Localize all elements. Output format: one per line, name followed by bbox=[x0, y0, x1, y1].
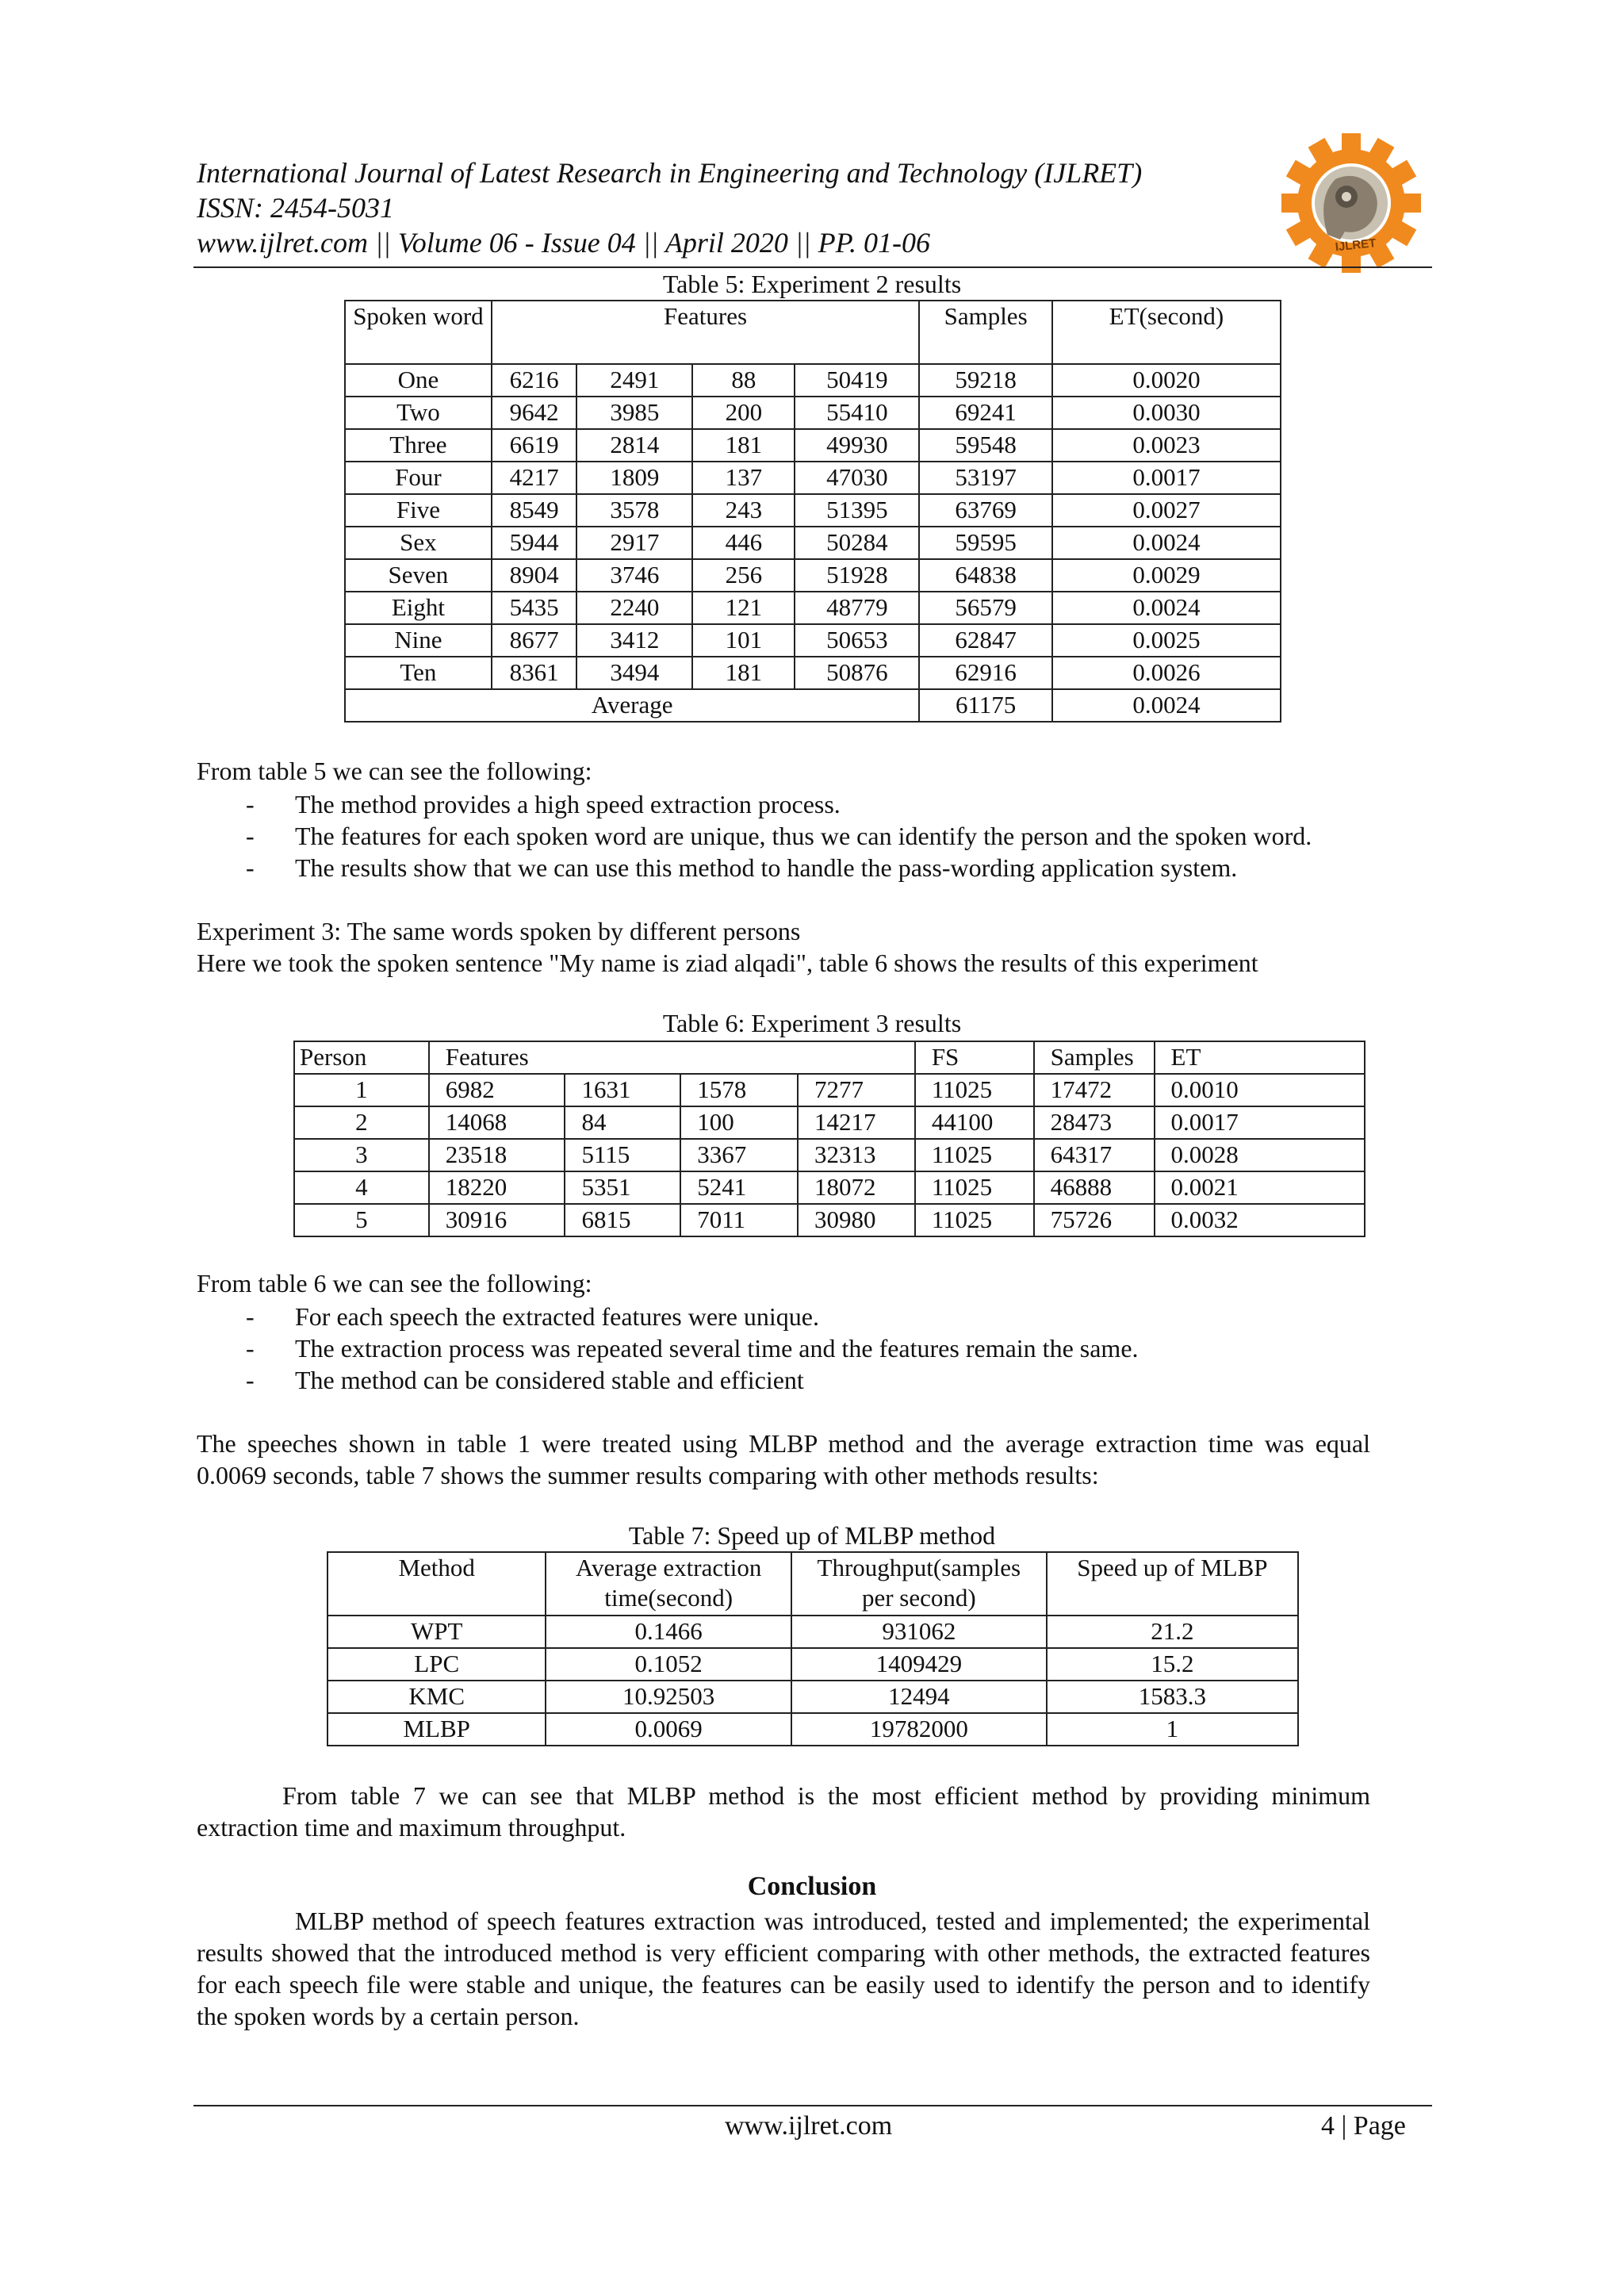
table5-cell: 3985 bbox=[576, 397, 692, 429]
table6-cell: 5 bbox=[294, 1204, 429, 1236]
table6-header-et: ET bbox=[1155, 1041, 1365, 1074]
table5-cell: 5944 bbox=[492, 527, 576, 559]
table7-cell: 0.1052 bbox=[546, 1648, 791, 1681]
table5-cell: 51928 bbox=[795, 559, 919, 592]
table6-cell: 1578 bbox=[680, 1074, 798, 1106]
table5-row bbox=[345, 592, 1281, 624]
header-rule bbox=[193, 266, 1432, 268]
table6-cell: 7011 bbox=[680, 1204, 798, 1236]
table5-average-samples: 61175 bbox=[919, 689, 1052, 722]
table5-cell: 0.0024 bbox=[1052, 592, 1281, 624]
journal-logo-icon bbox=[1280, 132, 1423, 274]
table5-cell: 0.0030 bbox=[1052, 397, 1281, 429]
table6-cell: 11025 bbox=[915, 1139, 1034, 1171]
table5-cell: Sex bbox=[345, 527, 492, 559]
conclusion-line: MLBP method of speech features extraction was introduced, tested and implemented; the experimental bbox=[295, 1907, 1370, 1935]
table5-cell: 62847 bbox=[919, 624, 1052, 657]
table6-cell: 0.0032 bbox=[1155, 1204, 1365, 1236]
table5-cell: 55410 bbox=[795, 397, 919, 429]
table5-header-samples: Samples bbox=[919, 301, 1052, 364]
table6-cell: 11025 bbox=[915, 1074, 1034, 1106]
table5-cell: 53197 bbox=[919, 462, 1052, 494]
table6-cell: 5115 bbox=[565, 1139, 680, 1171]
table7 bbox=[327, 1551, 1299, 1746]
table5-cell: 8361 bbox=[492, 657, 576, 689]
journal-title: International Journal of Latest Research in Engineering and Technology (IJLRET) bbox=[197, 157, 1143, 189]
table5-cell: 9642 bbox=[492, 397, 576, 429]
table5-cell: 1809 bbox=[576, 462, 692, 494]
conclusion-line: results showed that the introduced method is very efficient comparing with other methods, the extracted features bbox=[197, 1938, 1370, 1967]
table7-header-row bbox=[327, 1552, 1298, 1616]
table5-cell: 2917 bbox=[576, 527, 692, 559]
table6-cell: 1 bbox=[294, 1074, 429, 1106]
table6-cell: 84 bbox=[565, 1106, 680, 1139]
table6-cell: 6982 bbox=[429, 1074, 565, 1106]
table7-caption: Table 7: Speed up of MLBP method bbox=[628, 1521, 996, 1550]
table5-cell: 50653 bbox=[795, 624, 919, 657]
table6-cell: 18072 bbox=[798, 1171, 915, 1204]
table5-cell: Four bbox=[345, 462, 492, 494]
conclusion-line: for each speech file were stable and unique, the features can be easily used to identify the person and to identify bbox=[197, 1970, 1370, 1999]
table7-row bbox=[327, 1648, 1298, 1681]
table5-cell: 0.0020 bbox=[1052, 364, 1281, 397]
table5-cell: 47030 bbox=[795, 462, 919, 494]
table6-cell: 11025 bbox=[915, 1171, 1034, 1204]
table5-cell: 48779 bbox=[795, 592, 919, 624]
table7-cell: 0.0069 bbox=[546, 1713, 791, 1746]
para4-line2: extraction time and maximum throughput. bbox=[197, 1813, 626, 1842]
table7-cell: 1409429 bbox=[791, 1648, 1047, 1681]
table6-cell: 32313 bbox=[798, 1139, 915, 1171]
table7-cell: 12494 bbox=[791, 1681, 1047, 1713]
para4-line1: From table 7 we can see that MLBP method is the most efficient method by providing minimum bbox=[282, 1781, 1370, 1810]
table5-cell: 2491 bbox=[576, 364, 692, 397]
table7-row bbox=[327, 1616, 1298, 1648]
table6-row bbox=[294, 1204, 1365, 1236]
table5-cell: 8549 bbox=[492, 494, 576, 527]
table5-cell: 59595 bbox=[919, 527, 1052, 559]
table5-cell: Seven bbox=[345, 559, 492, 592]
table7-row bbox=[327, 1681, 1298, 1713]
table6-cell: 0.0021 bbox=[1155, 1171, 1365, 1204]
table6-cell: 14068 bbox=[429, 1106, 565, 1139]
footer-url: www.ijlret.com bbox=[725, 2111, 893, 2141]
table6-cell: 18220 bbox=[429, 1171, 565, 1204]
table7-cell: 1583.3 bbox=[1047, 1681, 1298, 1713]
table5-header-row bbox=[345, 301, 1281, 364]
table5-cell: 8677 bbox=[492, 624, 576, 657]
table5-header-word: Spoken word bbox=[345, 301, 492, 364]
table5-row bbox=[345, 462, 1281, 494]
table5-cell: 8904 bbox=[492, 559, 576, 592]
table6-row bbox=[294, 1074, 1365, 1106]
table5-cell: 3494 bbox=[576, 657, 692, 689]
table5-cell: 63769 bbox=[919, 494, 1052, 527]
conclusion-heading: Conclusion bbox=[747, 1872, 877, 1901]
table5-cell: 5435 bbox=[492, 592, 576, 624]
table5-cell: 88 bbox=[692, 364, 795, 397]
table5-average-label: Average bbox=[345, 689, 919, 722]
table5-row bbox=[345, 397, 1281, 429]
table5-cell: 0.0025 bbox=[1052, 624, 1281, 657]
table6-cell: 75726 bbox=[1034, 1204, 1155, 1236]
table5-cell: 2814 bbox=[576, 429, 692, 462]
table5-row bbox=[345, 494, 1281, 527]
table5-header-features: Features bbox=[492, 301, 919, 364]
table5-cell: 446 bbox=[692, 527, 795, 559]
table7-cell: 19782000 bbox=[791, 1713, 1047, 1746]
footer-rule bbox=[193, 2105, 1432, 2106]
table6-cell: 64317 bbox=[1034, 1139, 1155, 1171]
table7-cell: MLBP bbox=[327, 1713, 546, 1746]
table5-cell: 64838 bbox=[919, 559, 1052, 592]
table7-cell: 931062 bbox=[791, 1616, 1047, 1648]
table6-cell: 3367 bbox=[680, 1139, 798, 1171]
table6-cell: 2 bbox=[294, 1106, 429, 1139]
table6-header-samples: Samples bbox=[1034, 1041, 1155, 1074]
table5-cell: 0.0024 bbox=[1052, 527, 1281, 559]
table6-cell: 6815 bbox=[565, 1204, 680, 1236]
exp3-title: Experiment 3: The same words spoken by different persons bbox=[197, 917, 801, 945]
table5-cell: 56579 bbox=[919, 592, 1052, 624]
table6-cell: 46888 bbox=[1034, 1171, 1155, 1204]
table6-cell: 28473 bbox=[1034, 1106, 1155, 1139]
table5-cell: 51395 bbox=[795, 494, 919, 527]
table5-row bbox=[345, 364, 1281, 397]
table5-cell: Eight bbox=[345, 592, 492, 624]
table7-cell: 1 bbox=[1047, 1713, 1298, 1746]
table6-cell: 5351 bbox=[565, 1171, 680, 1204]
table5-cell: 101 bbox=[692, 624, 795, 657]
table5-cell: 3412 bbox=[576, 624, 692, 657]
table6-cell: 3 bbox=[294, 1139, 429, 1171]
journal-volume: www.ijlret.com || Volume 06 - Issue 04 || April 2020 || PP. 01-06 bbox=[197, 227, 931, 259]
table6-header-row bbox=[294, 1041, 1365, 1074]
table5-cell: 137 bbox=[692, 462, 795, 494]
table6-cell: 100 bbox=[680, 1106, 798, 1139]
table5-average-et: 0.0024 bbox=[1052, 689, 1281, 722]
table6-header-person: Person bbox=[294, 1041, 429, 1074]
table5-cell: 2240 bbox=[576, 592, 692, 624]
table6-row bbox=[294, 1171, 1365, 1204]
table5-cell: 0.0029 bbox=[1052, 559, 1281, 592]
para3-line2: 0.0069 seconds, table 7 shows the summer results comparing with other methods results: bbox=[197, 1461, 1099, 1489]
table7-cell: 21.2 bbox=[1047, 1616, 1298, 1648]
para3-line1: The speeches shown in table 1 were treated using MLBP method and the average extraction time was equal bbox=[197, 1429, 1370, 1458]
table6-header-features: Features bbox=[429, 1041, 915, 1074]
table6-cell: 17472 bbox=[1034, 1074, 1155, 1106]
table5-cell: 0.0023 bbox=[1052, 429, 1281, 462]
table5-cell: 0.0026 bbox=[1052, 657, 1281, 689]
table6-caption: Table 6: Experiment 3 results bbox=[662, 1009, 962, 1037]
table5-cell: 50876 bbox=[795, 657, 919, 689]
table7-header-throughput: Throughput(samples per second) bbox=[791, 1552, 1047, 1616]
table5-cell: 59548 bbox=[919, 429, 1052, 462]
footer-page-number: 4 | Page bbox=[1321, 2111, 1406, 2141]
table5-average-row bbox=[345, 689, 1281, 722]
table7-cell: 0.1466 bbox=[546, 1616, 791, 1648]
table6-cell: 30916 bbox=[429, 1204, 565, 1236]
conclusion-line: the spoken words by a certain person. bbox=[197, 2002, 580, 2030]
table6-cell: 30980 bbox=[798, 1204, 915, 1236]
table5-cell: One bbox=[345, 364, 492, 397]
table5-cell: 6216 bbox=[492, 364, 576, 397]
table7-cell: 15.2 bbox=[1047, 1648, 1298, 1681]
table6-header-fs: FS bbox=[915, 1041, 1034, 1074]
table5-cell: 3746 bbox=[576, 559, 692, 592]
journal-issn: ISSN: 2454-5031 bbox=[197, 192, 394, 224]
table6-cell: 1631 bbox=[565, 1074, 680, 1106]
table5-row bbox=[345, 429, 1281, 462]
table5-row bbox=[345, 527, 1281, 559]
table5-cell: 200 bbox=[692, 397, 795, 429]
table6-row bbox=[294, 1139, 1365, 1171]
table7-cell: KMC bbox=[327, 1681, 546, 1713]
table5-row bbox=[345, 657, 1281, 689]
table5-cell: 256 bbox=[692, 559, 795, 592]
table7-row bbox=[327, 1713, 1298, 1746]
table7-cell: 10.92503 bbox=[546, 1681, 791, 1713]
table6-cell: 14217 bbox=[798, 1106, 915, 1139]
table6-cell: 44100 bbox=[915, 1106, 1034, 1139]
table5 bbox=[344, 300, 1281, 723]
table5-cell: 69241 bbox=[919, 397, 1052, 429]
table6-row bbox=[294, 1106, 1365, 1139]
table6-cell: 0.0017 bbox=[1155, 1106, 1365, 1139]
table5-cell: 121 bbox=[692, 592, 795, 624]
table7-header-avg: Average extraction time(second) bbox=[546, 1552, 791, 1616]
table5-cell: Ten bbox=[345, 657, 492, 689]
table5-header-et: ET(second) bbox=[1052, 301, 1281, 364]
table5-cell: 59218 bbox=[919, 364, 1052, 397]
table5-cell: Three bbox=[345, 429, 492, 462]
exp3-text: Here we took the spoken sentence "My name is ziad alqadi", table 6 shows the results of this experiment bbox=[197, 949, 1258, 977]
table5-cell: 0.0017 bbox=[1052, 462, 1281, 494]
table5-cell: 4217 bbox=[492, 462, 576, 494]
table7-header-method: Method bbox=[327, 1552, 546, 1616]
table6-cell: 5241 bbox=[680, 1171, 798, 1204]
table6-cell: 23518 bbox=[429, 1139, 565, 1171]
svg-text:IJLRET: IJLRET bbox=[1335, 236, 1377, 255]
table5-cell: 49930 bbox=[795, 429, 919, 462]
table5-row bbox=[345, 624, 1281, 657]
table5-cell: 0.0027 bbox=[1052, 494, 1281, 527]
table5-cell: 62916 bbox=[919, 657, 1052, 689]
table7-cell: LPC bbox=[327, 1648, 546, 1681]
table5-cell: 50284 bbox=[795, 527, 919, 559]
table6-cell: 0.0010 bbox=[1155, 1074, 1365, 1106]
para1-intro: From table 5 we can see the following: bbox=[197, 757, 592, 785]
table5-row bbox=[345, 559, 1281, 592]
table5-cell: 181 bbox=[692, 657, 795, 689]
table7-header-speed: Speed up of MLBP bbox=[1047, 1552, 1298, 1616]
table5-caption: Table 5: Experiment 2 results bbox=[662, 270, 962, 298]
table6-cell: 11025 bbox=[915, 1204, 1034, 1236]
table5-cell: Nine bbox=[345, 624, 492, 657]
para2-intro: From table 6 we can see the following: bbox=[197, 1269, 592, 1297]
table5-cell: 6619 bbox=[492, 429, 576, 462]
table5-cell: 181 bbox=[692, 429, 795, 462]
table5-cell: Two bbox=[345, 397, 492, 429]
table5-cell: 3578 bbox=[576, 494, 692, 527]
table5-cell: 50419 bbox=[795, 364, 919, 397]
table6-cell: 0.0028 bbox=[1155, 1139, 1365, 1171]
table6-cell: 4 bbox=[294, 1171, 429, 1204]
table5-cell: 243 bbox=[692, 494, 795, 527]
table6 bbox=[293, 1041, 1365, 1237]
table6-cell: 7277 bbox=[798, 1074, 915, 1106]
table5-cell: Five bbox=[345, 494, 492, 527]
table7-cell: WPT bbox=[327, 1616, 546, 1648]
